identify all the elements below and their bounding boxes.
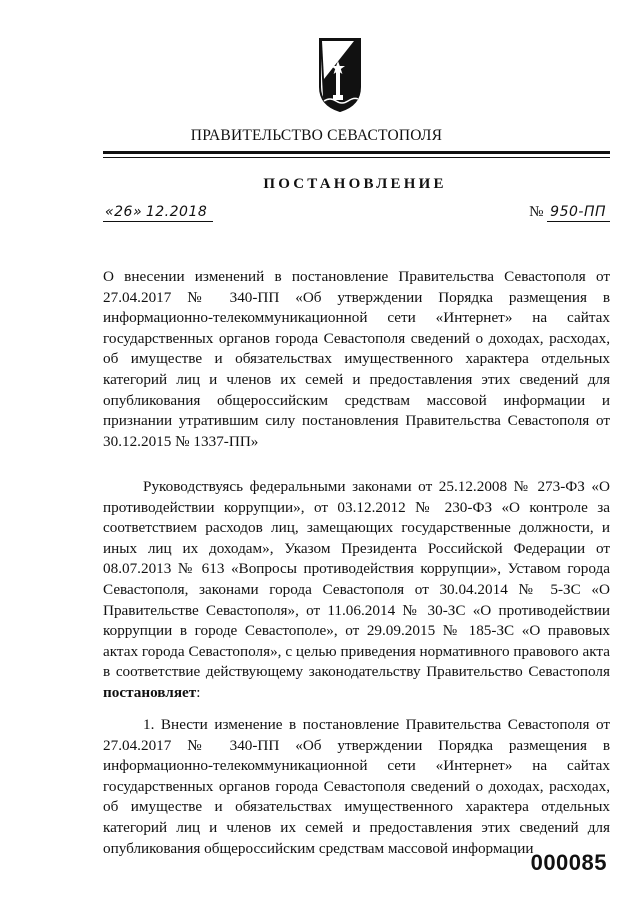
preamble-colon: : — [196, 683, 201, 701]
date-month-year: 12.2018 — [145, 204, 208, 220]
decree-word: постановляет — [103, 683, 197, 701]
date-day: 26 — [114, 204, 133, 220]
sevastopol-coat-of-arms-icon — [318, 37, 362, 113]
number-value: 950-ПП — [550, 204, 606, 220]
serial-number: 000085 — [530, 850, 607, 875]
header-rule-thick — [103, 151, 610, 154]
date-close-quote: » — [132, 204, 143, 220]
preamble-text: Руководствуясь федеральными законами от 25.12.2008 № 273-ФЗ «О противодействии коррупции», от 03.12.2012 № 230-ФЗ «О контроле за соответствием расходов лиц, замещающих государственные должности, и иных лиц их доходам», Указом Президента Российской Федерации от 08.07.2013 № 613 «Вопросы противодействия коррупции», Уставом города Севастополя, законами города Севастополя от 30.04.2014 № 5-ЗС «О Правительстве Севастополя», от 11.06.2014 № 30-ЗС «О противодействии коррупции в городе Севастополе», от 29.09.2015 № 185-ЗС «О правовых актах города Севастополя», с целью приведения нормативного правового акта в соответствие действующему законодательству Правительство Севастополя — [103, 478, 610, 681]
preamble-paragraph — [103, 477, 610, 704]
number-prefix: № — [529, 204, 544, 220]
item-1-paragraph: 1. Внести изменение в постановление Правительства Севастополя от 27.04.2017 № 340-ПП «Об утверждении Порядка размещения в информационно-телекоммуникационной сети «Интернет» на сайтах государственных органов города Севастополя сведений о доходах, расходах, об имуществе и обязательствах имущественного характера отдельных категорий лиц и членов их семей и предоставления этих сведений для опубликования общероссийским средствам массовой информации — [103, 716, 610, 857]
government-name: ПРАВИТЕЛЬСТВО СЕВАСТОПОЛЯ — [190, 127, 443, 144]
document-title: О внесении изменений в постановление Правительства Севастополя от 27.04.2017 № 340-ПП «Об утверждении Порядка размещения в информационно-телекоммуникационной сети «Интернет» на сайтах государственных органов города Севастополя сведений о доходах, расходах, об имуществе и обязательствах имущественного характера отдельных категорий лиц и членов их семей и предоставления этих сведений для опубликования общероссийским средствам массовой информации и признании утратившим силу постановления Правительства Севастополя от 30.12.2015 № 1337-ПП» — [103, 268, 610, 450]
document-number — [529, 204, 610, 222]
document-type: ПОСТАНОВЛЕНИЕ — [263, 176, 447, 192]
document-date — [103, 204, 213, 222]
date-open-quote: « — [105, 204, 115, 220]
header-rule-thin — [103, 157, 610, 158]
